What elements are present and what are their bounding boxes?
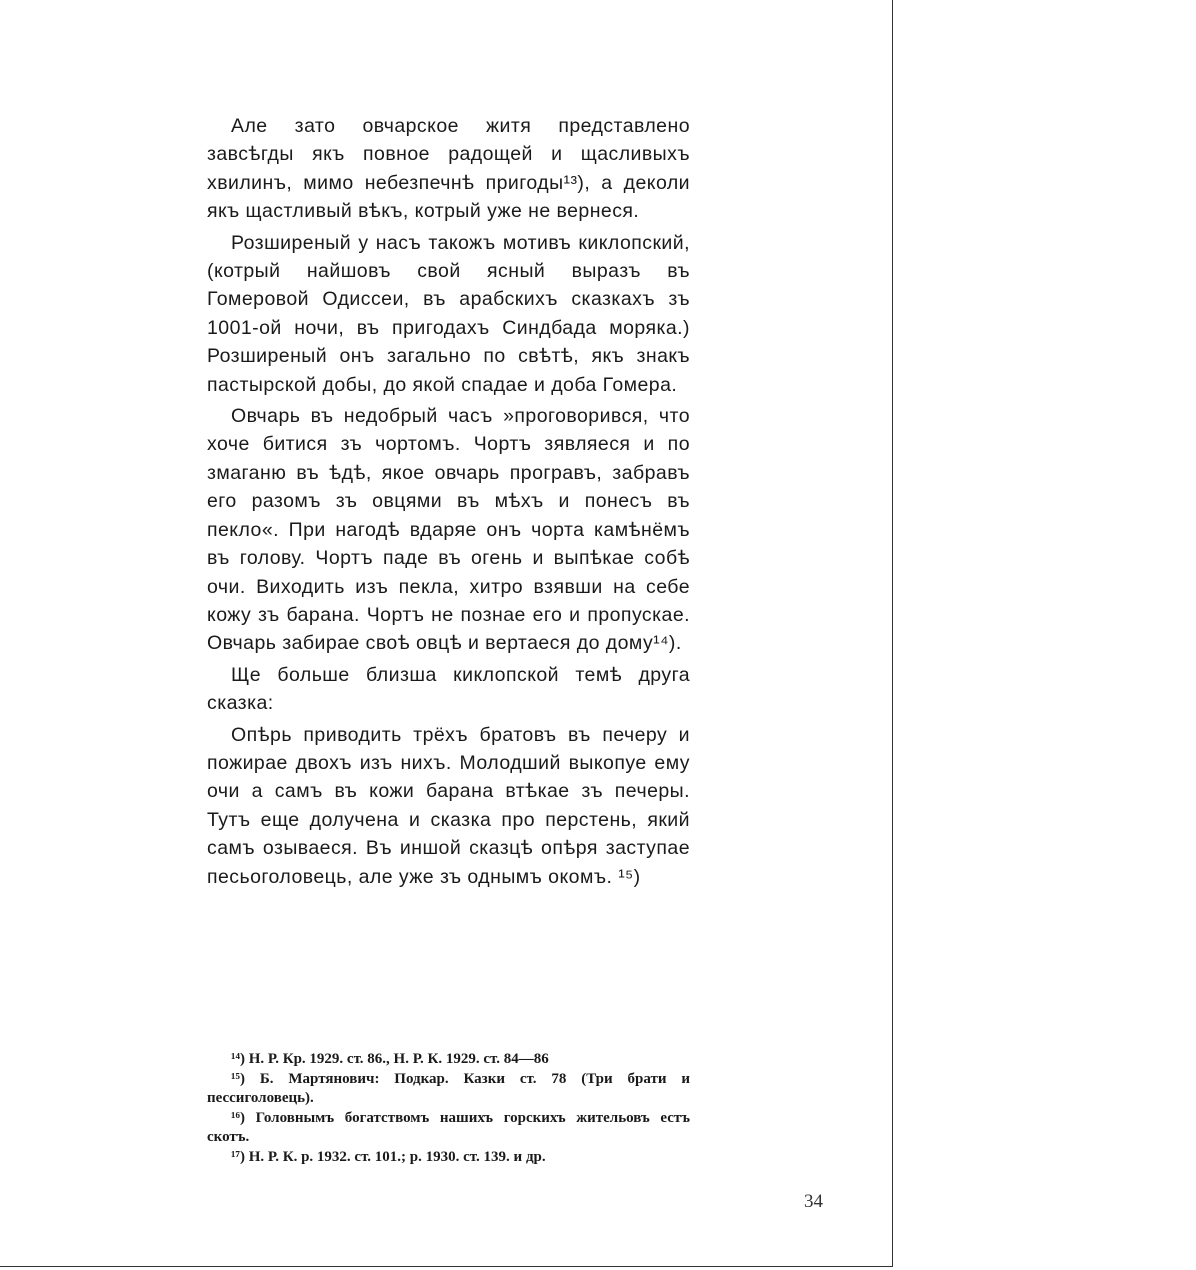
footnotes <box>207 1050 690 1167</box>
footnote-17: ¹⁷) Н. Р. К. р. 1932. ст. 101.; р. 1930. ст. 139. и др. <box>231 1148 546 1165</box>
paragraph-1: Але зато овчарское житя представлено завсѣгды якъ повное радощей и щасливыхъ хвилинъ, мимо небезпечнѣ пригоды¹³), а деколи якъ щастливый вѣкъ, котрый уже не вернеся. <box>207 115 690 223</box>
paragraph-2: Розширеный у насъ такожъ мотивъ киклопский, (котрый найшовъ свой ясный выразъ въ Гомеровой Одиссеи, въ арабскихъ сказкахъ зъ 1001-ой ночи, въ пригодахъ Синдбада моряка.) Розширеный онъ загально по свѣтѣ, якъ знакъ пастырской добы, до якой спадае и доба Гомера. <box>207 231 690 396</box>
footnote-16: ¹⁶) Головнымъ богатствомъ нашихъ горскихъ жительовъ естъ скотъ. <box>207 1109 690 1145</box>
footnote-14: ¹⁴) Н. Р. Кр. 1929. ст. 86., Н. Р. К. 1929. ст. 84—86 <box>231 1051 549 1067</box>
paragraph-4: Ще больше близша киклопской темѣ друга сказка: <box>207 663 690 715</box>
paragraph-5: Опѣрь приводить трёхъ братовъ въ печеру и пожирае двохъ изъ нихъ. Молодший выкопуе ему очи а самъ въ кожи барана втѣкае зъ печеры. Тутъ еще долучена и сказка про перстень, який самъ озываеся. Въ иншой сказцѣ опѣря заступае песьоголовець, але уже зъ однымъ окомъ. ¹⁵) <box>207 723 690 888</box>
paragraph-3: Овчарь въ недобрый часъ »проговорився, что хоче битися зъ чортомъ. Чортъ зявляеся и по змаганю въ ѣдѣ, якое овчарь програвъ, забравъ его разомъ зъ овцями въ мѣхъ и понесъ въ пекло«. При нагодѣ вдаряе онъ чорта камѣнёмъ въ голову. Чортъ паде въ огень и выпѣкае собѣ очи. Виходить изъ пекла, хитро взявши на себе кожу зъ барана. Чортъ не познае его и пропускае. Овчарь забирае своѣ овцѣ и вертаеся до дому¹⁴). <box>207 405 690 655</box>
body-text <box>207 112 690 891</box>
footnote-15: ¹⁵) Б. Мартянович: Подкар. Казки ст. 78 (Три брати и пессиголовець). <box>207 1070 690 1106</box>
page-number: 34 <box>804 1191 823 1212</box>
